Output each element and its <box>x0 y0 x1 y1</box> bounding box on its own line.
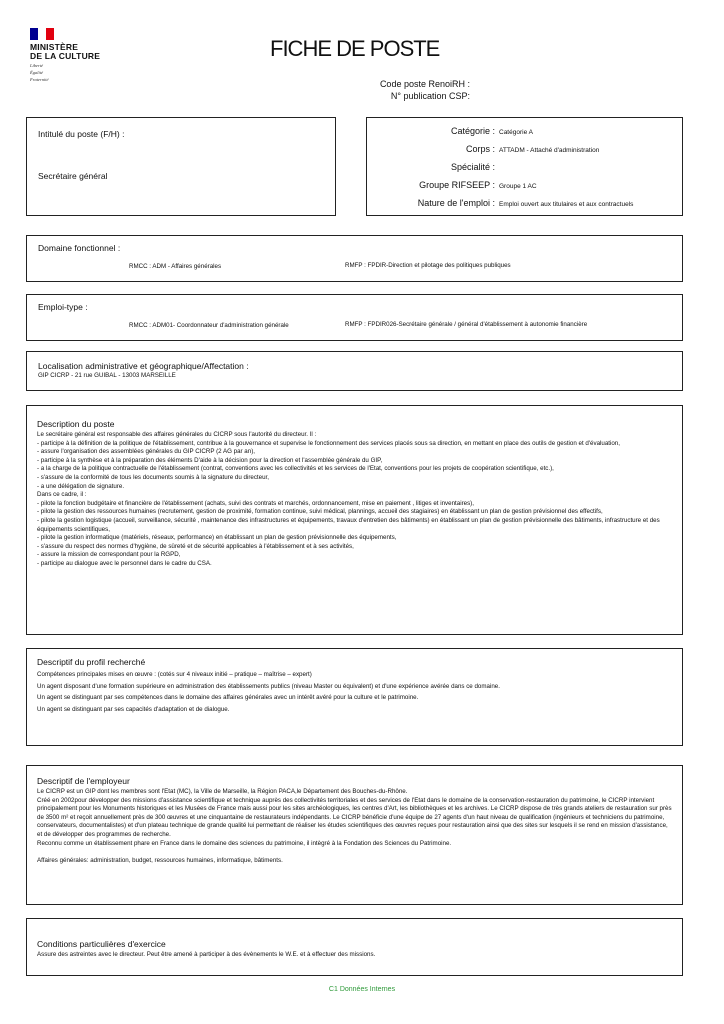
employeur-line: Affaires générales: administration, budget, ressources humaines, informatique, bâtiments. <box>37 857 283 865</box>
codes-block <box>350 78 470 102</box>
employeur-line: Reconnu comme un établissement phare en France dans le domaine des sciences du patrimoine, il intègré à la Fondation des Sciences du Patrimoine. <box>37 839 452 847</box>
emploi-type-rmfp: RMFP : FPDIR026-Secrétaire générale / général d'établissement à autonomie financière <box>345 321 588 328</box>
publication-number-label: N° publication CSP: <box>390 91 470 101</box>
categorie-label: Catégorie : <box>450 126 495 136</box>
domaine-rmfp: RMFP : FPDIR-Direction et pilotage des politiques publiques <box>345 262 511 269</box>
motto-liberte: Liberté <box>30 63 43 68</box>
motto-egalite: Égalité <box>30 70 43 75</box>
description-line: - pilote la gestion logistique (accueil, surveillance, sécurité , maintenance des infrastructures et équipements, travaux d'entretien des bâtiments) en établissant un plan de gestion prévisionnelle des bâtiments, infrastructure et des équipements scientifiques, <box>37 516 660 533</box>
nature-emploi-value: Emploi ouvert aux titulaires et aux contractuels <box>499 201 634 208</box>
description-line: - assure l'organisation des assemblées générales du GIP CICRP (2 AG par an), <box>37 448 255 456</box>
description-line: - pilote la gestion des ressources humaines (recrutement, gestion de proximité, formation continue, suivi médical, plannings, accueil des stagiaires) en établissant un plan de gestion prévisionnel des effectifs, <box>37 508 603 516</box>
nature-emploi-label: Nature de l'emploi : <box>417 198 495 208</box>
description-line: - participe à la définition de la politique de l'établissement, contribue à la gouvernance et supervise le fonctionnement des services placés sous sa direction, en mettant en place des outils de gestion et d'évaluation, <box>37 439 620 447</box>
corps-row <box>367 144 682 162</box>
corps-label: Corps : <box>465 144 495 154</box>
specialite-label: Spécialité : <box>450 162 495 172</box>
description-line: Le secrétaire général est responsable des affaires générales du CICRP sous l'autorité du directeur. Il : <box>37 431 317 438</box>
categorie-value: Catégorie A <box>499 129 533 136</box>
domaine-box <box>26 235 683 282</box>
motto-fraternite: Fraternité <box>30 77 49 82</box>
description-line: - s'assure du respect des normes d'hygiène, de sûreté et de sécurité applicables à l'établissement et à ses activités, <box>37 542 354 550</box>
nature-emploi-row <box>367 198 682 216</box>
employeur-blank-line <box>37 848 672 857</box>
profil-line: Un agent se distinguant par ses capacités d'adaptation et de dialogue. <box>37 705 230 713</box>
french-flag-icon <box>30 28 54 40</box>
groupe-rifseep-value: Groupe 1 AC <box>499 183 537 190</box>
description-line: - s'assure de la conformité de tous les documents soumis à la signature du directeur, <box>37 473 269 481</box>
description-line: Dans ce cadre, il : <box>37 491 87 499</box>
profil-line: Un agent se distinguant par ses compétences dans le domaine des affaires générales avec un intérêt avéré pour la culture et le patrimoine. <box>37 694 419 701</box>
conditions-box <box>26 918 683 976</box>
description-line: - a une délégation de signature. <box>37 482 125 490</box>
groupe-rifseep-label: Groupe RIFSEEP : <box>419 180 495 190</box>
employeur-title: Descriptif de l'employeur <box>37 776 130 786</box>
description-line: - pilote la gestion informatique (matériels, réseaux, performance) en établissant un plan de gestion prévisionnelle des équipements, <box>37 534 397 542</box>
ministry-name-line1: MINISTÈRE <box>30 42 79 52</box>
profil-box <box>26 648 683 746</box>
description-line: - a la charge de la politique contractuelle de l'établissement (contrat, conventions avec les collectivités et les services de l'Etat, conventions pour les projets de coopération scientifique, etc.), <box>37 465 554 473</box>
conditions-value: Assure des astreintes avec le directeur. Peut être amené à participer à des évènements le W.E. et à effectuer des missions. <box>37 951 376 958</box>
corps-value: ATTADM - Attaché d'administration <box>499 147 600 154</box>
ministry-logo <box>30 28 120 82</box>
intitule-value: Secrétaire général <box>38 171 108 181</box>
localisation-box <box>26 351 683 391</box>
description-line: - participe au dialogue avec le personnel dans le cadre du CSA. <box>37 559 212 567</box>
code-poste-label: Code poste RenoiRH : <box>379 79 470 89</box>
specialite-row <box>367 162 682 180</box>
emploi-type-box <box>26 294 683 341</box>
employeur-box <box>26 765 683 905</box>
description-title: Description du poste <box>37 419 115 429</box>
localisation-label: Localisation administrative et géographique/Affectation : <box>38 361 249 371</box>
intitule-label: Intitulé du poste (F/H) : <box>38 129 125 139</box>
intitule-box <box>26 117 336 216</box>
classification-box <box>366 117 683 216</box>
data-classification-label: C1 Données Internes <box>328 986 396 993</box>
description-box <box>26 405 683 635</box>
description-line: - pilote la fonction budgétaire et financière de l'établissement (achats, suivi des contrats et marchés, ordonnancement, mise en paiement , litiges et inventaires), <box>37 499 474 507</box>
profil-line: Un agent disposant d'une formation supérieure en administration des établissements publics (niveau Master ou équivalent) et d'une expérience avérée dans ce domaine. <box>37 682 500 690</box>
domaine-label: Domaine fonctionnel : <box>38 243 121 253</box>
emploi-type-rmcc: RMCC : ADM01- Coordonnateur d'administration générale <box>129 322 289 329</box>
groupe-rifseep-row <box>367 180 682 198</box>
description-line: - participe à la synthèse et à la préparation des éléments D'aide à la décision pour la direction et l'assemblée générale du GIP, <box>37 456 383 464</box>
ministry-name-line2: DE LA CULTURE <box>30 51 101 61</box>
conditions-title: Conditions particulières d'exercice <box>37 939 166 949</box>
localisation-value: GIP CICRP - 21 rue GUIBAL - 13003 MARSEILLE <box>38 372 176 379</box>
categorie-row <box>367 126 682 144</box>
profil-line: Compétences principales mises en œuvre : (cotés sur 4 niveaux initié – pratique – maîtrise – expert) <box>37 671 312 678</box>
employeur-line: Le CICRP est un GIP dont les membres sont l'Etat (MC), la Ville de Marseille, la Région PACA,le Département des Bouches-du-Rhône. <box>37 788 408 795</box>
description-line: - assure la mission de correspondant pour la RGPD, <box>37 551 181 559</box>
emploi-type-label: Emploi-type : <box>38 302 88 312</box>
employeur-line: Créé en 2002pour développer des missions d'assistance scientifique et technique auprès des collectivités territoriales et des services de l'Etat dans le domaine de la conservation-restauration du patrimoine, le CICRP intervient principalement pour les Monuments historiques et les Musées de France mais aussi pour les sites archéologiques, les centres d'Art, les bibliothèques et les archives. Le CICRP dispose de très grands ateliers de restauration sur près de 3500 m² et reçoit annuellement près de 300 œuvres et une cinquantaine de restaurateurs indépendants. Le CICRP bénéficie d'une équipe de 27 agents d'un haut niveau de qualification (ingénieurs et techniciens du patrimoine, conservateurs, documentalistes) et d'un plateau technique de grande qualité lui permettant de réaliser les études scientifiques des œuvres reçues pour restauration ainsi que des sites sur lesquels il se rend en mission d'assistance, et de développer des programmes de recherche. <box>37 796 672 838</box>
domaine-rmcc: RMCC : ADM - Affaires générales <box>129 263 222 270</box>
profil-title: Descriptif du profil recherché <box>37 657 146 667</box>
page-title: FICHE DE POSTE <box>270 36 440 61</box>
